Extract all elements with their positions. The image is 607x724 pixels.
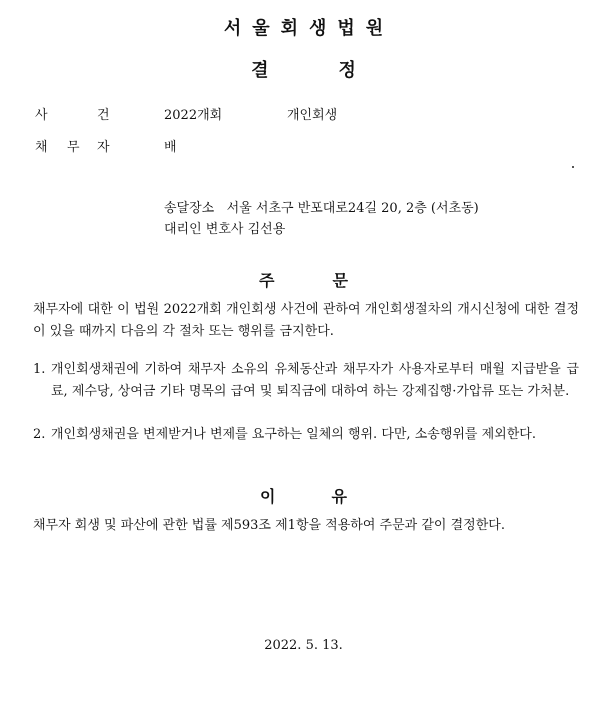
order-heading bbox=[0, 268, 607, 291]
agent-name: 김선용 bbox=[247, 222, 286, 237]
document-title: 결정 bbox=[251, 60, 426, 81]
order-item-2-text: 개인회생채권을 변제받거나 변제를 요구하는 일체의 행위. 다만, 소송행위를 제외한다. bbox=[51, 427, 536, 442]
service-address-line bbox=[164, 197, 479, 216]
order-heading-char-2: 문 bbox=[332, 271, 348, 290]
reason-text: 채무자 회생 및 파산에 관한 법률 제593조 제1항을 적용하여 주문과 같이 결정한다. bbox=[33, 518, 505, 533]
stray-dot bbox=[572, 166, 574, 168]
court-name: 서울회생법원 bbox=[223, 18, 395, 39]
case-label-char-2: 건 bbox=[97, 108, 110, 123]
case-number: 2022개회 bbox=[164, 108, 223, 123]
case-type: 개인회생 bbox=[287, 108, 338, 123]
case-label-char-1: 사 bbox=[35, 108, 48, 123]
agent-line bbox=[164, 218, 285, 237]
order-item-1-text: 개인회생채권에 기하여 채무자 소유의 유체동산과 채무자가 사용자로부터 매월 지급받을 급료, 제수당, 상여금 기타 명목의 급여 및 퇴직금에 대하여 하는 강제집행·가압류 또는 가처분. bbox=[51, 362, 579, 399]
debtor-name: 배 bbox=[164, 140, 177, 155]
agent-label: 대리인 변호사 bbox=[164, 222, 244, 237]
order-item-1-number: 1. bbox=[33, 362, 46, 377]
address-value: 서울 서초구 반포대로24길 20, 2층 (서초동) bbox=[226, 201, 479, 216]
debtor-label-char-1: 채 bbox=[35, 140, 48, 155]
order-heading-char-1: 주 bbox=[259, 271, 275, 290]
reason-heading-char-2: 유 bbox=[331, 487, 347, 506]
order-intro: 채무자에 대한 이 법원 2022개회 개인회생 사건에 관하여 개인회생절차의 개시신청에 대한 결정이 있을 때까지 다음의 각 절차 또는 행위를 금지한다. bbox=[33, 302, 579, 339]
address-label: 송달장소 bbox=[164, 201, 215, 216]
debtor-label-char-3: 자 bbox=[97, 140, 110, 155]
order-item-2-number: 2. bbox=[33, 427, 46, 442]
reason-heading-char-1: 이 bbox=[260, 487, 276, 506]
reason-heading bbox=[0, 484, 607, 507]
debtor-label-char-2: 무 bbox=[67, 140, 80, 155]
decision-date: 2022. 5. 13. bbox=[264, 638, 343, 653]
